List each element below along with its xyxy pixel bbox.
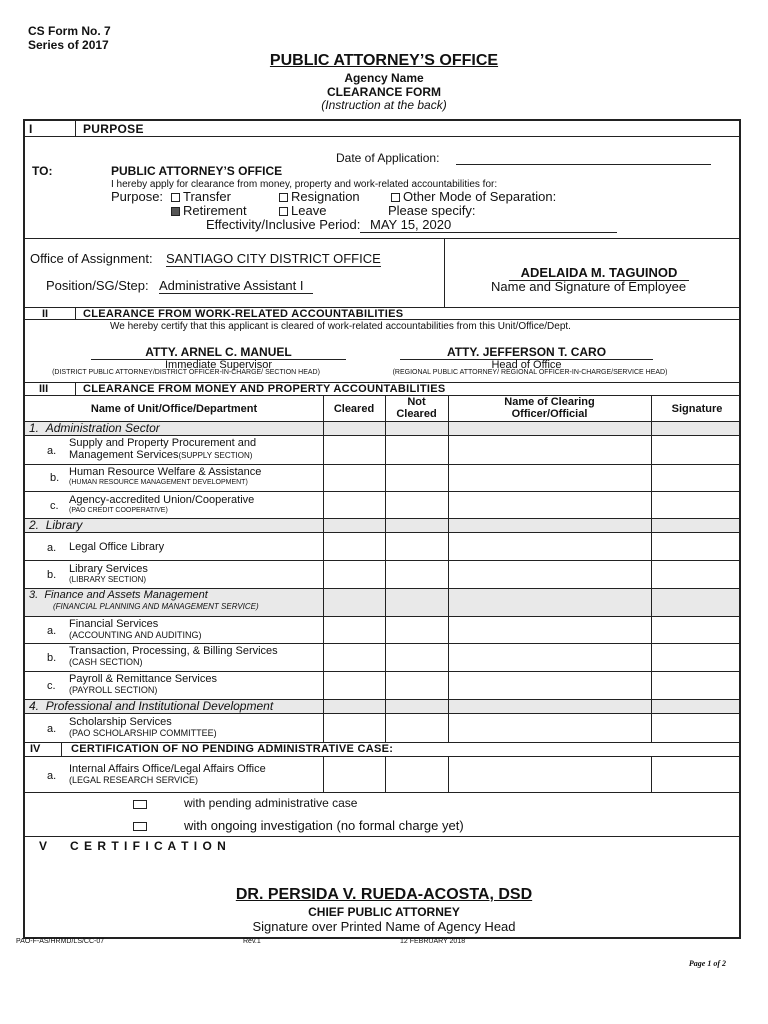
purpose-resignation[interactable] [279,190,360,204]
row-letter: a. [47,625,57,637]
group-1-name: Administration Sector [45,421,160,435]
ongoing-investigation-label: with ongoing investigation (no formal charge yet) [184,818,464,833]
group-2-label [29,518,82,532]
form-number: CS Form No. 7 [28,24,111,38]
other-separation-label: Other Mode of Separation: [403,189,557,204]
row-scholarship [69,716,217,739]
row-financial-services [69,618,202,641]
row-letter: a. [47,542,57,554]
office-of-assignment-value[interactable]: SANTIAGO CITY DISTRICT OFFICE [166,251,381,266]
row-line1: Financial Services [69,618,159,630]
clearance-form-frame [23,119,741,939]
row-line2: (PAO SCHOLARSHIP COMMITTEE) [69,728,217,738]
row-letter: a. [47,723,57,735]
group-1-label [29,421,160,435]
to-label: TO: [32,164,53,178]
office-title: PUBLIC ATTORNEY’S OFFICE [269,52,499,69]
form-number-block [28,24,111,52]
effectivity-value[interactable]: MAY 15, 2020 [360,218,617,233]
group-3-num: 3. [29,589,39,601]
supervisor-name: ATTY. ARNEL C. MANUEL [91,345,346,360]
section-3-title: CLEARANCE FROM MONEY AND PROPERTY ACCOUNTABILITIES [83,383,446,395]
group-1-num: 1. [29,421,40,435]
head-of-office-name: ATTY. JEFFERSON T. CARO [400,345,653,360]
col-officer-line1: Name of Clearing [504,396,595,408]
transfer-checkbox[interactable] [171,193,180,202]
col-cleared-label: Cleared [396,408,437,420]
group-2-name: Library [45,518,83,532]
col-not-label: Not [407,396,426,408]
row-line1: Library Services [69,563,148,575]
form-series: Series of 2017 [28,38,109,52]
group-4-num: 4. [29,699,40,713]
purpose-other[interactable] [391,190,556,204]
row-line2: (ACCOUNTING AND AUDITING) [69,630,202,640]
other-separation-checkbox[interactable] [391,193,400,202]
row-line2-sub: (HUMAN RESOURCE MANAGEMENT DEVELOPMENT) [69,479,248,486]
form-title: CLEARANCE FORM [327,85,441,99]
agency-head-name: DR. PERSIDA V. RUEDA-ACOSTA, DSD [235,886,533,903]
instruction-note: (Instruction at the back) [321,98,447,112]
col-officer-line2: Officer/Official [511,408,588,420]
row-supply-property [69,437,256,461]
row-transaction-billing [69,645,278,668]
group-3-name: Finance and Assets Management [44,589,208,601]
row-line2: (CASH SECTION) [69,657,143,667]
purpose-retirement[interactable] [171,204,247,218]
to-value: PUBLIC ATTORNEY’S OFFICE [111,164,283,178]
head-of-office-title: Head of Office [491,359,562,371]
please-specify-label: Please specify: [388,203,476,218]
section-3-number: III [39,383,49,395]
row-letter: b. [50,472,60,484]
agency-name: Agency Name [344,71,424,85]
row-letter: c. [50,500,59,512]
row-letter: a. [47,770,57,782]
group-4-label [29,699,273,713]
form-code: PAO-F-AS/HRMD/LS/CC-07 [16,938,105,945]
section-4-title: CERTIFICATION OF NO PENDING ADMINISTRATIVE CASE: [71,743,394,755]
row-line2: (LEGAL RESEARCH SERVICE) [69,775,199,785]
col-unit-header: Name of Unit/Office/Department [90,403,258,415]
row-letter: b. [47,652,57,664]
row-letter: b. [47,569,57,581]
row-letter: a. [47,445,57,457]
row-line1: Internal Affairs Office/Legal Affairs Office [69,763,266,775]
agency-head-position: CHIEF PUBLIC ATTORNEY [308,905,460,919]
purpose-label: Purpose: [111,189,164,204]
effectivity-label: Effectivity/Inclusive Period: [206,217,361,232]
group-3-label [29,589,208,602]
row-payroll [69,673,217,696]
purpose-transfer[interactable] [171,190,231,204]
col-cleared-header: Cleared [333,403,375,415]
col-officer-header [448,396,651,420]
section-5-title: C E R T I F I C A T I O N [70,839,227,853]
position-label: Position/SG/Step: [46,278,149,293]
row-line1: Transaction, Processing, & Billing Services [69,645,278,657]
row-line1: Agency-accredited Union/Cooperative [69,494,255,506]
leave-checkbox[interactable] [279,207,288,216]
row-line1: Scholarship Services [69,716,172,728]
row-line2: (LIBRARY SECTION) [69,575,147,584]
employee-signature-caption: Name and Signature of Employee [491,279,687,294]
supervisor-title: Immediate Supervisor [165,359,272,371]
group-3-sub: (FINANCIAL PLANNING AND MANAGEMENT SERVICE) [53,602,259,611]
page-number: Page 1 of 2 [688,959,726,968]
col-signature-header: Signature [671,403,723,415]
agency-head-caption: Signature over Printed Name of Agency Head [252,919,516,934]
purpose-leave[interactable] [279,204,326,218]
row-hr-welfare [69,466,261,487]
work-clearance-certify-text: We hereby certify that this applicant is cleared of work-related accountabilities from this Unit/Office/Dept. [110,321,571,332]
head-of-office-sub: (REGIONAL PUBLIC ATTORNEY/ REGIONAL OFFICER-IN-CHARGE/SERVICE HEAD) [392,369,668,376]
resignation-label: Resignation [291,189,360,204]
row-internal-affairs [69,763,266,786]
section-1-number: I [29,122,33,136]
group-2-num: 2. [29,518,40,532]
section-2-number: II [42,308,49,320]
row-library-services [69,563,148,585]
pending-case-checkbox[interactable] [133,800,147,809]
row-line2: (PAYROLL SECTION) [69,685,158,695]
row-legal-office-library: Legal Office Library [69,541,165,553]
section-4-number: IV [30,743,41,755]
employee-name: ADELAIDA M. TAGUINOD [509,266,689,281]
resignation-checkbox[interactable] [279,193,288,202]
form-date: 12 FEBRUARY 2018 [400,938,466,945]
date-of-application-field[interactable] [456,164,711,165]
transfer-label: Transfer [183,189,231,204]
group-4-name: Professional and Institutional Development [45,699,274,713]
retirement-label: Retirement [183,203,247,218]
section-5-number: V [39,839,48,853]
ongoing-investigation-checkbox[interactable] [133,822,147,831]
row-line2-sub: (SUPPLY SECTION) [178,451,253,460]
pending-case-label: with pending administrative case [184,796,358,810]
form-revision: Rev.1 [243,938,261,945]
section-1-title: PURPOSE [83,122,144,136]
row-line1: Supply and Property Procurement and [69,437,257,449]
office-of-assignment-label: Office of Assignment: [30,251,153,266]
row-line1: Human Resource Welfare & Assistance [69,466,262,478]
supervisor-sub: (DISTRICT PUBLIC ATTORNEY/DISTRICT OFFICER-IN-CHARGE/ SECTION HEAD) [52,369,320,376]
row-line2-sub: (PAO CREDIT COOPERATIVE) [69,507,168,514]
col-not-cleared-header [385,396,448,420]
date-of-application-label: Date of Application: [336,151,440,165]
position-value[interactable]: Administrative Assistant I [159,279,313,294]
leave-label: Leave [291,203,327,218]
section-2-title: CLEARANCE FROM WORK-RELATED ACCOUNTABILITIES [83,308,404,320]
apply-statement: I hereby apply for clearance from money, property and work-related accountabilities for: [111,179,498,190]
row-line1: Payroll & Remittance Services [69,673,217,685]
retirement-checkbox[interactable] [171,207,180,216]
row-union-coop [69,494,254,515]
row-line2: Management Services [69,449,179,461]
row-letter: c. [47,680,56,692]
